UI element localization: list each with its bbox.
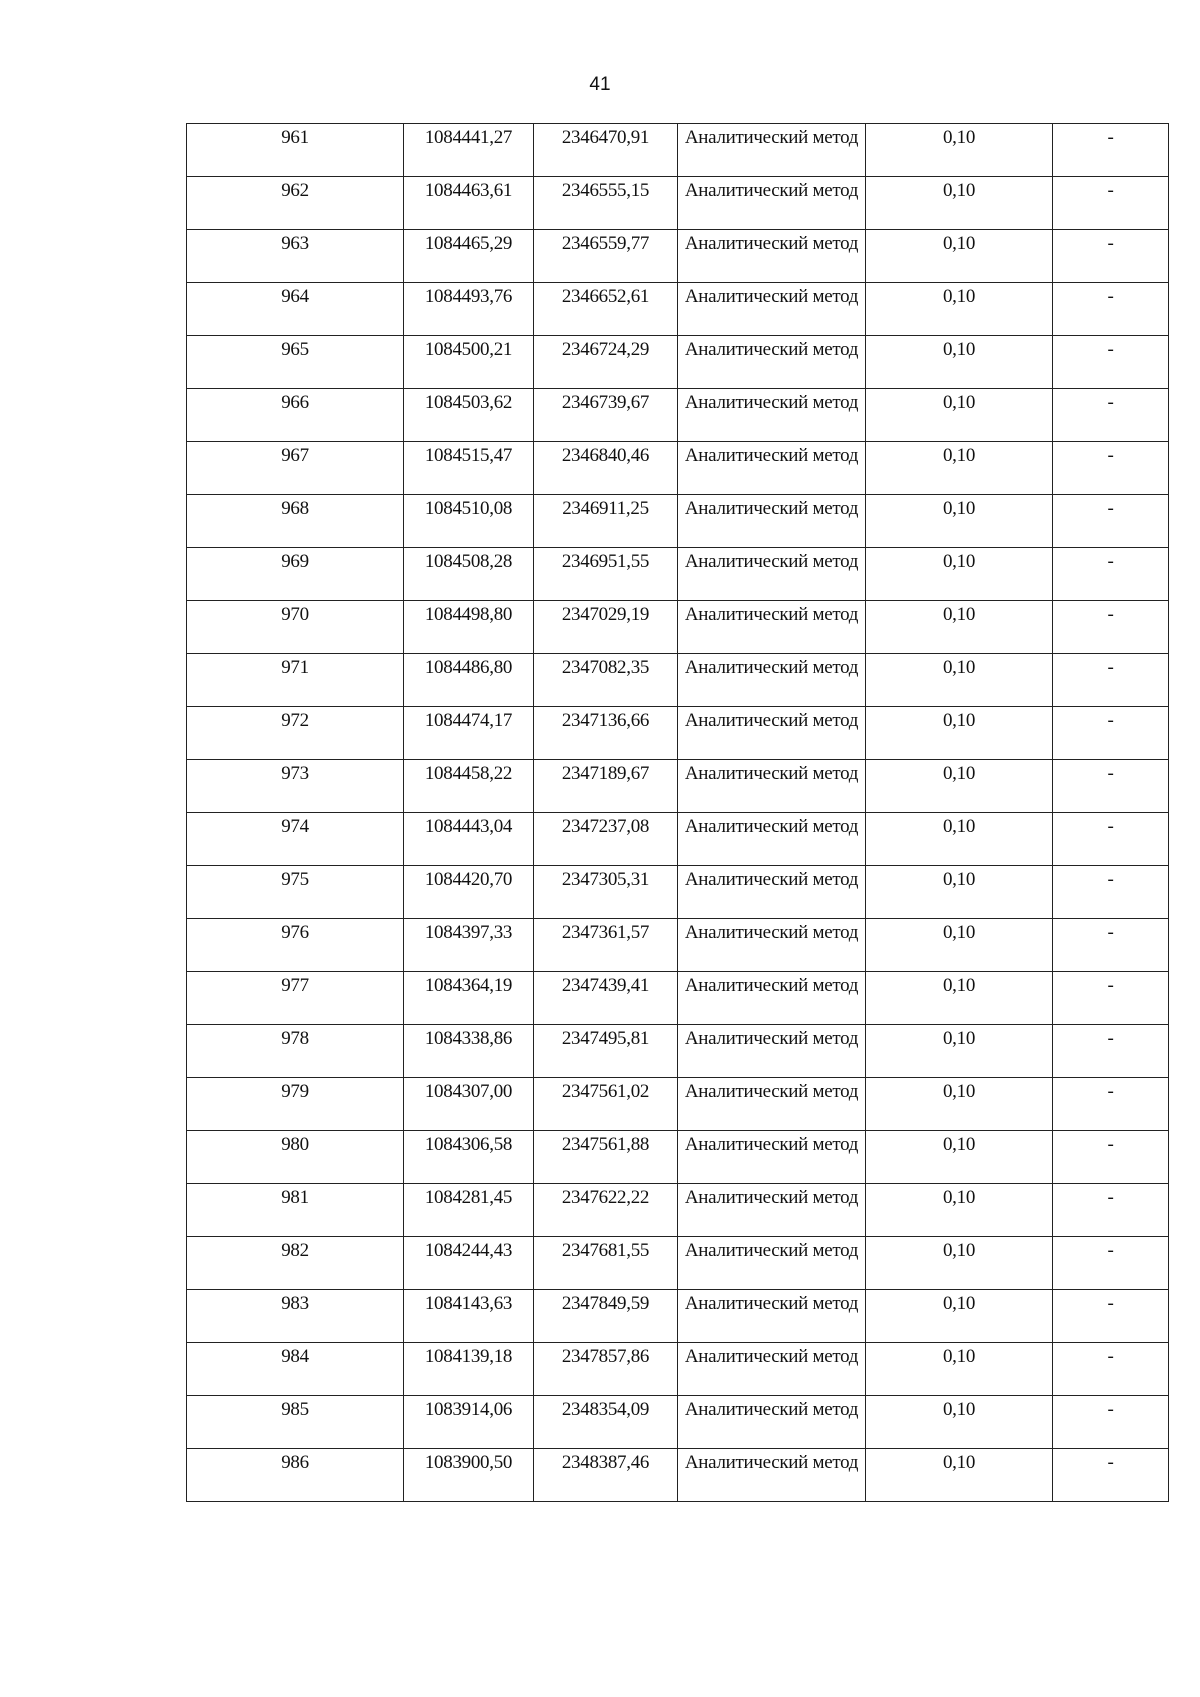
note-cell: - [1053, 1237, 1169, 1290]
y-coordinate-cell: 2347849,59 [534, 1290, 678, 1343]
note-cell: - [1053, 124, 1169, 177]
method-cell: Аналитический метод [678, 124, 866, 177]
method-cell: Аналитический метод [678, 813, 866, 866]
point-number-cell: 980 [187, 1131, 404, 1184]
y-coordinate-cell: 2347681,55 [534, 1237, 678, 1290]
note-cell: - [1053, 495, 1169, 548]
table-row [187, 601, 1169, 654]
y-coordinate-cell: 2347305,31 [534, 866, 678, 919]
table-row [187, 283, 1169, 336]
y-coordinate-cell: 2347561,88 [534, 1131, 678, 1184]
method-cell: Аналитический метод [678, 972, 866, 1025]
x-coordinate-cell: 1084465,29 [404, 230, 534, 283]
x-coordinate-cell: 1084503,62 [404, 389, 534, 442]
table-row [187, 1343, 1169, 1396]
method-cell: Аналитический метод [678, 283, 866, 336]
point-number-cell: 967 [187, 442, 404, 495]
y-coordinate-cell: 2346555,15 [534, 177, 678, 230]
accuracy-cell: 0,10 [866, 919, 1053, 972]
y-coordinate-cell: 2346724,29 [534, 336, 678, 389]
point-number-cell: 963 [187, 230, 404, 283]
y-coordinate-cell: 2348387,46 [534, 1449, 678, 1502]
x-coordinate-cell: 1084244,43 [404, 1237, 534, 1290]
x-coordinate-cell: 1084441,27 [404, 124, 534, 177]
x-coordinate-cell: 1084364,19 [404, 972, 534, 1025]
method-cell: Аналитический метод [678, 601, 866, 654]
method-cell: Аналитический метод [678, 919, 866, 972]
accuracy-cell: 0,10 [866, 866, 1053, 919]
y-coordinate-cell: 2346470,91 [534, 124, 678, 177]
point-number-cell: 979 [187, 1078, 404, 1131]
y-coordinate-cell: 2347622,22 [534, 1184, 678, 1237]
accuracy-cell: 0,10 [866, 601, 1053, 654]
table-row [187, 707, 1169, 760]
point-number-cell: 974 [187, 813, 404, 866]
accuracy-cell: 0,10 [866, 654, 1053, 707]
note-cell: - [1053, 813, 1169, 866]
x-coordinate-cell: 1084307,00 [404, 1078, 534, 1131]
point-number-cell: 976 [187, 919, 404, 972]
note-cell: - [1053, 1078, 1169, 1131]
table-row [187, 760, 1169, 813]
method-cell: Аналитический метод [678, 1131, 866, 1184]
x-coordinate-cell: 1084474,17 [404, 707, 534, 760]
method-cell: Аналитический метод [678, 1449, 866, 1502]
note-cell: - [1053, 1025, 1169, 1078]
method-cell: Аналитический метод [678, 760, 866, 813]
table-row [187, 124, 1169, 177]
y-coordinate-cell: 2348354,09 [534, 1396, 678, 1449]
accuracy-cell: 0,10 [866, 1078, 1053, 1131]
accuracy-cell: 0,10 [866, 1396, 1053, 1449]
method-cell: Аналитический метод [678, 1343, 866, 1396]
table-row [187, 813, 1169, 866]
note-cell: - [1053, 707, 1169, 760]
point-number-cell: 968 [187, 495, 404, 548]
note-cell: - [1053, 177, 1169, 230]
accuracy-cell: 0,10 [866, 972, 1053, 1025]
table-row [187, 177, 1169, 230]
x-coordinate-cell: 1084143,63 [404, 1290, 534, 1343]
method-cell: Аналитический метод [678, 1025, 866, 1078]
x-coordinate-cell: 1084458,22 [404, 760, 534, 813]
accuracy-cell: 0,10 [866, 230, 1053, 283]
table-row [187, 1184, 1169, 1237]
accuracy-cell: 0,10 [866, 283, 1053, 336]
table-row [187, 1237, 1169, 1290]
y-coordinate-cell: 2347082,35 [534, 654, 678, 707]
y-coordinate-cell: 2346739,67 [534, 389, 678, 442]
point-number-cell: 969 [187, 548, 404, 601]
y-coordinate-cell: 2347189,67 [534, 760, 678, 813]
table-row [187, 1025, 1169, 1078]
note-cell: - [1053, 548, 1169, 601]
method-cell: Аналитический метод [678, 1290, 866, 1343]
x-coordinate-cell: 1084493,76 [404, 283, 534, 336]
table-row [187, 972, 1169, 1025]
accuracy-cell: 0,10 [866, 389, 1053, 442]
y-coordinate-cell: 2346559,77 [534, 230, 678, 283]
table-row [187, 336, 1169, 389]
point-number-cell: 965 [187, 336, 404, 389]
accuracy-cell: 0,10 [866, 124, 1053, 177]
x-coordinate-cell: 1084281,45 [404, 1184, 534, 1237]
accuracy-cell: 0,10 [866, 1025, 1053, 1078]
x-coordinate-cell: 1083914,06 [404, 1396, 534, 1449]
y-coordinate-cell: 2347495,81 [534, 1025, 678, 1078]
accuracy-cell: 0,10 [866, 1343, 1053, 1396]
x-coordinate-cell: 1084510,08 [404, 495, 534, 548]
method-cell: Аналитический метод [678, 177, 866, 230]
coordinates-table [186, 123, 1169, 1502]
y-coordinate-cell: 2346652,61 [534, 283, 678, 336]
point-number-cell: 972 [187, 707, 404, 760]
table-row [187, 230, 1169, 283]
y-coordinate-cell: 2346951,55 [534, 548, 678, 601]
point-number-cell: 964 [187, 283, 404, 336]
y-coordinate-cell: 2347561,02 [534, 1078, 678, 1131]
x-coordinate-cell: 1084139,18 [404, 1343, 534, 1396]
point-number-cell: 971 [187, 654, 404, 707]
method-cell: Аналитический метод [678, 1396, 866, 1449]
point-number-cell: 984 [187, 1343, 404, 1396]
y-coordinate-cell: 2346840,46 [534, 442, 678, 495]
method-cell: Аналитический метод [678, 548, 866, 601]
table-row [187, 548, 1169, 601]
method-cell: Аналитический метод [678, 495, 866, 548]
point-number-cell: 977 [187, 972, 404, 1025]
accuracy-cell: 0,10 [866, 813, 1053, 866]
note-cell: - [1053, 336, 1169, 389]
accuracy-cell: 0,10 [866, 336, 1053, 389]
point-number-cell: 982 [187, 1237, 404, 1290]
x-coordinate-cell: 1083900,50 [404, 1449, 534, 1502]
table-row [187, 1131, 1169, 1184]
x-coordinate-cell: 1084498,80 [404, 601, 534, 654]
x-coordinate-cell: 1084420,70 [404, 866, 534, 919]
table-row [187, 1078, 1169, 1131]
point-number-cell: 986 [187, 1449, 404, 1502]
table-row [187, 389, 1169, 442]
point-number-cell: 985 [187, 1396, 404, 1449]
x-coordinate-cell: 1084508,28 [404, 548, 534, 601]
y-coordinate-cell: 2347237,08 [534, 813, 678, 866]
point-number-cell: 978 [187, 1025, 404, 1078]
note-cell: - [1053, 283, 1169, 336]
point-number-cell: 981 [187, 1184, 404, 1237]
x-coordinate-cell: 1084486,80 [404, 654, 534, 707]
accuracy-cell: 0,10 [866, 760, 1053, 813]
note-cell: - [1053, 866, 1169, 919]
point-number-cell: 966 [187, 389, 404, 442]
accuracy-cell: 0,10 [866, 1184, 1053, 1237]
accuracy-cell: 0,10 [866, 1131, 1053, 1184]
accuracy-cell: 0,10 [866, 707, 1053, 760]
method-cell: Аналитический метод [678, 1078, 866, 1131]
table-row [187, 1396, 1169, 1449]
accuracy-cell: 0,10 [866, 177, 1053, 230]
table-row [187, 919, 1169, 972]
y-coordinate-cell: 2347857,86 [534, 1343, 678, 1396]
method-cell: Аналитический метод [678, 654, 866, 707]
note-cell: - [1053, 442, 1169, 495]
point-number-cell: 961 [187, 124, 404, 177]
method-cell: Аналитический метод [678, 1237, 866, 1290]
accuracy-cell: 0,10 [866, 495, 1053, 548]
y-coordinate-cell: 2347136,66 [534, 707, 678, 760]
note-cell: - [1053, 601, 1169, 654]
x-coordinate-cell: 1084443,04 [404, 813, 534, 866]
page-number: 41 [589, 74, 611, 95]
note-cell: - [1053, 760, 1169, 813]
y-coordinate-cell: 2347361,57 [534, 919, 678, 972]
table-row [187, 866, 1169, 919]
note-cell: - [1053, 230, 1169, 283]
method-cell: Аналитический метод [678, 707, 866, 760]
accuracy-cell: 0,10 [866, 1237, 1053, 1290]
note-cell: - [1053, 919, 1169, 972]
table-row [187, 495, 1169, 548]
coordinates-table-body [187, 124, 1169, 1502]
point-number-cell: 970 [187, 601, 404, 654]
note-cell: - [1053, 654, 1169, 707]
x-coordinate-cell: 1084463,61 [404, 177, 534, 230]
note-cell: - [1053, 1343, 1169, 1396]
accuracy-cell: 0,10 [866, 1290, 1053, 1343]
y-coordinate-cell: 2346911,25 [534, 495, 678, 548]
note-cell: - [1053, 972, 1169, 1025]
method-cell: Аналитический метод [678, 336, 866, 389]
point-number-cell: 983 [187, 1290, 404, 1343]
point-number-cell: 962 [187, 177, 404, 230]
x-coordinate-cell: 1084500,21 [404, 336, 534, 389]
table-row [187, 654, 1169, 707]
note-cell: - [1053, 1396, 1169, 1449]
table-row [187, 1449, 1169, 1502]
note-cell: - [1053, 1131, 1169, 1184]
point-number-cell: 975 [187, 866, 404, 919]
method-cell: Аналитический метод [678, 389, 866, 442]
method-cell: Аналитический метод [678, 866, 866, 919]
x-coordinate-cell: 1084397,33 [404, 919, 534, 972]
x-coordinate-cell: 1084338,86 [404, 1025, 534, 1078]
y-coordinate-cell: 2347439,41 [534, 972, 678, 1025]
note-cell: - [1053, 1449, 1169, 1502]
accuracy-cell: 0,10 [866, 442, 1053, 495]
accuracy-cell: 0,10 [866, 548, 1053, 601]
note-cell: - [1053, 1290, 1169, 1343]
accuracy-cell: 0,10 [866, 1449, 1053, 1502]
y-coordinate-cell: 2347029,19 [534, 601, 678, 654]
note-cell: - [1053, 1184, 1169, 1237]
table-row [187, 442, 1169, 495]
method-cell: Аналитический метод [678, 1184, 866, 1237]
method-cell: Аналитический метод [678, 442, 866, 495]
note-cell: - [1053, 389, 1169, 442]
x-coordinate-cell: 1084306,58 [404, 1131, 534, 1184]
table-row [187, 1290, 1169, 1343]
method-cell: Аналитический метод [678, 230, 866, 283]
x-coordinate-cell: 1084515,47 [404, 442, 534, 495]
point-number-cell: 973 [187, 760, 404, 813]
